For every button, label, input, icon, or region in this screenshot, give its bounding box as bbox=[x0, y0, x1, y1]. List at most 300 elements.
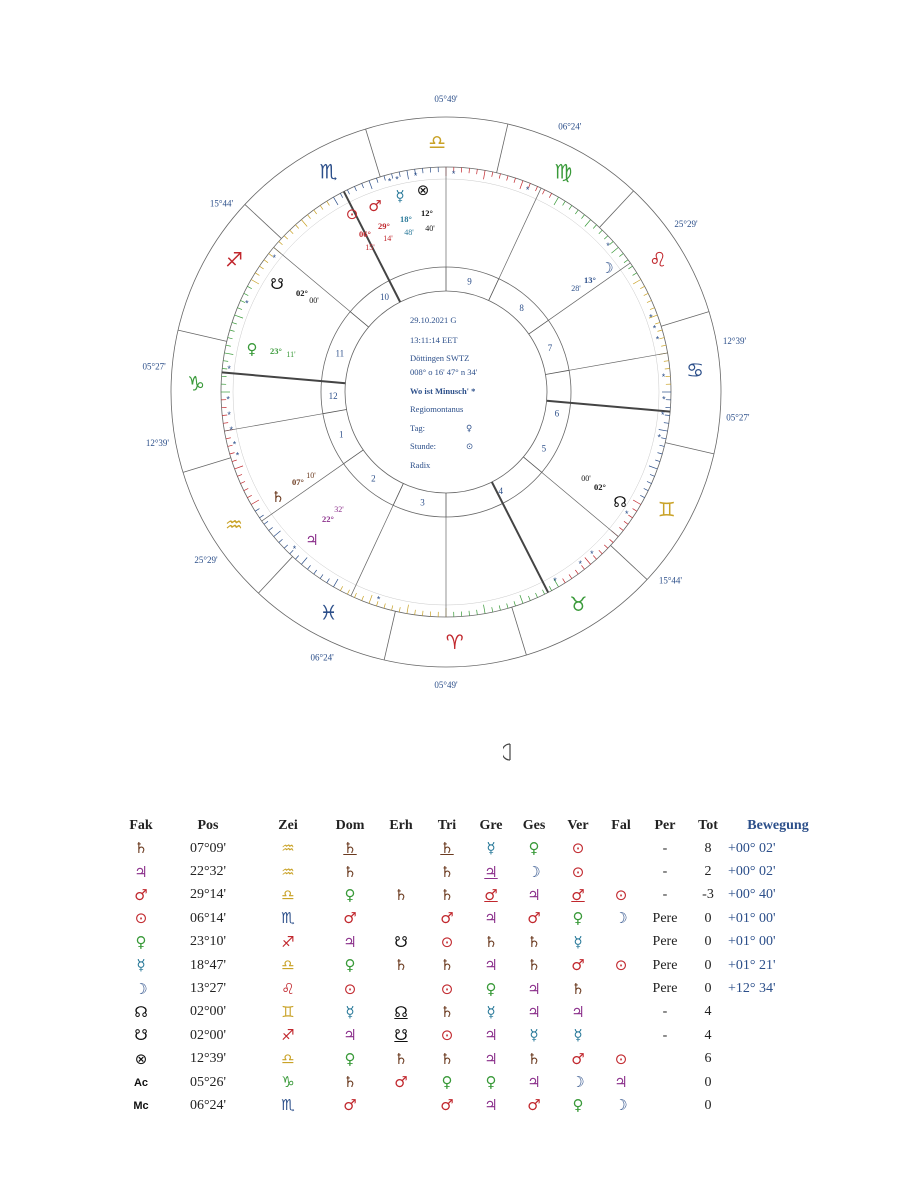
degree-tick bbox=[320, 574, 323, 578]
degree-tick bbox=[251, 500, 259, 505]
table-glyph-icon: ⊙ bbox=[614, 1049, 628, 1068]
degree-tick bbox=[228, 338, 233, 339]
cusp-label: 06°24' bbox=[310, 652, 334, 663]
degree-tick bbox=[362, 596, 364, 601]
table-cell-pos: 29°14' bbox=[189, 887, 227, 903]
table-glyph-icon: ☿ bbox=[573, 1026, 583, 1045]
degree-tick bbox=[633, 273, 637, 276]
degree-tick bbox=[230, 453, 235, 454]
degree-tick bbox=[569, 205, 572, 209]
degree-tick bbox=[535, 186, 537, 191]
degree-tick bbox=[665, 415, 670, 416]
table-cell-bew bbox=[728, 1024, 828, 1047]
degree-tick bbox=[255, 273, 259, 276]
table-glyph-icon: ♌ bbox=[281, 979, 295, 998]
zodiac-sign-icon: ♈ bbox=[445, 629, 464, 654]
degree-tick bbox=[542, 590, 544, 594]
table-cell-ver bbox=[556, 1094, 600, 1117]
table-body bbox=[120, 837, 828, 1118]
table-cell-ver bbox=[556, 907, 600, 930]
chart-place: Döttingen SWTZ bbox=[410, 353, 470, 363]
planet-minute: 15' bbox=[365, 243, 375, 252]
degree-tick bbox=[604, 545, 608, 548]
degree-tick bbox=[633, 509, 637, 512]
table-cell-gre bbox=[470, 1071, 512, 1094]
degree-tick bbox=[422, 611, 423, 616]
table-cell-fal bbox=[600, 1024, 642, 1047]
degree-tick bbox=[659, 430, 668, 432]
column-header: Fal bbox=[611, 818, 631, 833]
table-cell-dom bbox=[322, 931, 378, 954]
aspect-star: * bbox=[652, 323, 657, 334]
column-header: Ver bbox=[567, 818, 589, 833]
degree-tick bbox=[624, 521, 628, 524]
aspect-star: * bbox=[649, 312, 653, 323]
house-cusp-line bbox=[323, 410, 347, 414]
degree-tick bbox=[327, 201, 330, 205]
table-row bbox=[120, 1048, 828, 1071]
table-cell-tot: -3 bbox=[702, 887, 714, 903]
degree-tick bbox=[640, 286, 644, 288]
table-glyph-icon: ☊ bbox=[134, 1002, 148, 1021]
planet-minute: 14' bbox=[383, 234, 393, 243]
table-glyph-icon: ♃ bbox=[527, 1002, 541, 1021]
table-cell-tri bbox=[424, 1024, 470, 1047]
zodiac-sign-icon: ♎ bbox=[428, 130, 447, 155]
table-cell-zei bbox=[254, 977, 322, 1000]
degree-tick bbox=[340, 193, 342, 197]
table-glyph-icon: ♀ bbox=[135, 932, 147, 951]
chart-date: 29.10.2021 G bbox=[410, 315, 457, 325]
sign-divider bbox=[611, 545, 648, 579]
zodiac-sign-icon: ♋ bbox=[686, 358, 705, 383]
planet-degree: 22° bbox=[322, 514, 334, 524]
table-glyph-icon: ♄ bbox=[484, 932, 498, 951]
degree-tick bbox=[624, 260, 628, 263]
table-cell-tri bbox=[424, 954, 470, 977]
degree-tick bbox=[659, 338, 664, 339]
table-glyph-icon: ☽ bbox=[527, 862, 541, 881]
table-cell-pos: 02°00' bbox=[189, 1027, 227, 1043]
table-glyph-icon: ⊙ bbox=[440, 1026, 454, 1045]
table-cell-fak bbox=[120, 1094, 162, 1117]
degree-tick bbox=[223, 361, 228, 362]
table-glyph-icon: ♒ bbox=[281, 839, 295, 858]
degree-tick bbox=[649, 466, 657, 469]
sign-divider bbox=[661, 312, 709, 327]
sign-divider bbox=[497, 124, 508, 173]
degree-tick bbox=[575, 210, 578, 214]
degree-tick bbox=[528, 596, 530, 601]
table-glyph-icon: ♄ bbox=[440, 1049, 454, 1068]
cusp-label: 15°44' bbox=[658, 575, 683, 586]
table-glyph-icon: ♀ bbox=[572, 909, 584, 928]
aspect-star: * bbox=[661, 409, 665, 420]
table-row bbox=[120, 907, 828, 930]
degree-tick bbox=[244, 293, 248, 295]
house-number: 11 bbox=[335, 348, 345, 359]
planet-icon: ♂ bbox=[368, 197, 382, 215]
degree-tick bbox=[492, 607, 493, 612]
zodiac-sign-icon: ♐ bbox=[225, 247, 243, 272]
chart-name: Wo ist Minusch' * bbox=[410, 386, 476, 396]
column-header: Tri bbox=[437, 818, 457, 833]
zodiac-sign-icon: ♉ bbox=[569, 592, 588, 617]
table-cell-fal bbox=[600, 907, 642, 930]
table-glyph-icon: ♄ bbox=[394, 1049, 408, 1068]
planet-degree: 07° bbox=[292, 477, 304, 487]
house-number: 9 bbox=[467, 276, 472, 287]
table-cell-fal bbox=[600, 977, 642, 1000]
table-cell-erh bbox=[378, 977, 424, 1000]
table-glyph-icon: ☽ bbox=[571, 1073, 585, 1092]
table-cell-zei bbox=[254, 931, 322, 954]
table-glyph-icon: ☋ bbox=[134, 1026, 148, 1045]
table-glyph-icon: ☿ bbox=[486, 839, 496, 858]
degree-tick bbox=[499, 174, 500, 179]
table-row bbox=[120, 931, 828, 954]
table-glyph-icon: ☋ bbox=[394, 932, 408, 951]
table-cell-per: - bbox=[662, 1027, 668, 1043]
zodiac-sign-icon: ♑ bbox=[187, 371, 206, 396]
table-cell-zei bbox=[254, 1048, 322, 1071]
degree-tick bbox=[362, 183, 364, 188]
table-cell-tot: 0 bbox=[704, 981, 712, 997]
degree-tick bbox=[647, 300, 652, 302]
table-glyph-icon: ⊙ bbox=[343, 979, 357, 998]
table-glyph-icon: ♃ bbox=[484, 862, 498, 881]
table-cell-tri bbox=[424, 1001, 470, 1024]
zodiac-sign-icon: ♌ bbox=[649, 247, 667, 272]
degree-tick bbox=[633, 500, 641, 505]
degree-tick bbox=[284, 236, 288, 239]
degree-tick bbox=[399, 607, 400, 612]
chart-coords: 008° o 16' 47° n 34' bbox=[410, 367, 478, 377]
table-cell-ges bbox=[512, 860, 556, 883]
degree-tick bbox=[290, 230, 293, 234]
sign-divider bbox=[384, 611, 395, 660]
degree-tick bbox=[226, 345, 231, 346]
degree-tick bbox=[640, 495, 644, 497]
degree-tick bbox=[520, 595, 523, 603]
house-cusp-line bbox=[545, 370, 569, 374]
cusp-label: 25°29' bbox=[674, 218, 698, 229]
table-glyph-icon: ♄ bbox=[394, 956, 408, 975]
degree-tick bbox=[422, 168, 423, 173]
degree-tick bbox=[259, 266, 263, 269]
table-cell-gre bbox=[470, 977, 512, 1000]
table-cell-gre bbox=[470, 931, 512, 954]
planet-minute: 32' bbox=[334, 505, 344, 514]
degree-tick bbox=[376, 178, 378, 183]
table-glyph-icon: ♏ bbox=[281, 909, 295, 928]
house-number: 6 bbox=[554, 408, 560, 419]
table-row bbox=[120, 1071, 828, 1094]
table-cell-dom bbox=[322, 1094, 378, 1117]
degree-tick bbox=[575, 570, 578, 574]
house-cusp-line bbox=[523, 457, 541, 472]
degree-tick bbox=[314, 570, 317, 574]
table-glyph-icon: ♃ bbox=[527, 979, 541, 998]
degree-tick bbox=[347, 590, 349, 594]
table-cell-ges bbox=[512, 907, 556, 930]
degree-tick bbox=[369, 181, 372, 189]
table-cell-tot: 6 bbox=[704, 1051, 712, 1067]
table-cell-ges bbox=[512, 1024, 556, 1047]
table-cell-pos: 23°10' bbox=[189, 934, 227, 950]
table-glyph-icon: ☽ bbox=[614, 1096, 628, 1115]
sign-divider bbox=[665, 443, 714, 454]
table-cell-bew: +01° 21' bbox=[728, 957, 776, 973]
table-glyph-icon: ♃ bbox=[484, 909, 498, 928]
degree-tick bbox=[247, 286, 251, 288]
planet-minute: 00' bbox=[309, 296, 319, 305]
degree-tick bbox=[507, 176, 508, 181]
table-cell-ver bbox=[556, 884, 600, 907]
house-line bbox=[542, 472, 619, 536]
degree-tick bbox=[581, 215, 584, 219]
table-glyph-icon: ♂ bbox=[394, 1073, 408, 1092]
table-cell-per: - bbox=[662, 1004, 668, 1020]
table-cell-ges bbox=[512, 884, 556, 907]
table-cell-bew: +01° 00' bbox=[728, 934, 776, 950]
table-cell-zei bbox=[254, 1094, 322, 1117]
chart-type: Radix bbox=[410, 460, 431, 470]
degree-tick bbox=[269, 527, 273, 530]
table-row bbox=[120, 837, 828, 860]
degree-tick bbox=[549, 193, 551, 197]
table-cell-bew: +12° 34' bbox=[728, 981, 776, 997]
table-glyph-icon: ♃ bbox=[484, 1026, 498, 1045]
degree-tick bbox=[384, 176, 385, 181]
table-cell-erh bbox=[378, 1048, 424, 1071]
table-cell-ges bbox=[512, 954, 556, 977]
degree-tick bbox=[301, 220, 307, 227]
table-glyph-icon: ♂ bbox=[440, 1096, 454, 1115]
degree-tick bbox=[661, 438, 666, 439]
house-number: 3 bbox=[420, 497, 425, 508]
cusp-label: 06°24' bbox=[558, 121, 582, 132]
degree-tick bbox=[665, 368, 670, 369]
table-glyph-icon: ♀ bbox=[572, 1096, 584, 1115]
axis-line bbox=[492, 482, 548, 592]
table-glyph-icon: ♑ bbox=[281, 1073, 295, 1092]
table-cell-ges bbox=[512, 1094, 556, 1117]
zodiac-sign-icon: ♒ bbox=[225, 512, 243, 537]
house-cusp-line bbox=[393, 484, 403, 506]
degree-tick bbox=[255, 509, 259, 512]
column-header: Gre bbox=[479, 818, 503, 833]
degree-tick bbox=[284, 545, 288, 548]
degree-tick bbox=[247, 495, 251, 497]
planet-degree: 06° bbox=[359, 229, 371, 239]
degree-tick bbox=[469, 611, 470, 616]
degree-tick bbox=[264, 260, 268, 263]
table-cell-fal bbox=[600, 1048, 642, 1071]
table-cell-zei bbox=[254, 837, 322, 860]
table-glyph-icon: ♄ bbox=[394, 885, 408, 904]
zodiac-sign-icon: ♊ bbox=[657, 497, 676, 522]
degree-tick bbox=[619, 527, 623, 530]
table-cell-fal bbox=[600, 954, 642, 977]
degree-tick bbox=[609, 241, 613, 244]
house-line bbox=[548, 263, 630, 320]
table-glyph-icon: ♂ bbox=[343, 1096, 357, 1115]
table-cell-ges bbox=[512, 931, 556, 954]
table-cell-ver bbox=[556, 860, 600, 883]
house-cusp-line bbox=[344, 450, 364, 464]
planet-icon: ☽ bbox=[600, 259, 614, 277]
degree-tick bbox=[520, 181, 523, 189]
aspect-star: * bbox=[227, 364, 231, 375]
sign-divider bbox=[183, 458, 231, 473]
table-glyph-icon: ♂ bbox=[343, 909, 357, 928]
degree-tick bbox=[320, 205, 323, 209]
table-cell-ges bbox=[512, 1001, 556, 1024]
planet-degree: 18° bbox=[400, 214, 412, 224]
table-cell-per: - bbox=[662, 864, 668, 880]
table-cell-fal bbox=[600, 1071, 642, 1094]
table-glyph-icon: ☽ bbox=[614, 909, 628, 928]
table-glyph-icon: ♄ bbox=[440, 1002, 454, 1021]
table-cell-tri bbox=[424, 837, 470, 860]
aspect-star: * bbox=[292, 543, 297, 554]
house-number: 12 bbox=[328, 390, 338, 401]
table-glyph-icon: ♂ bbox=[134, 885, 148, 904]
degree-tick bbox=[327, 579, 330, 583]
degree-tick bbox=[259, 515, 263, 518]
table-cell-fal bbox=[600, 884, 642, 907]
aspect-star: * bbox=[624, 508, 629, 519]
table-glyph-icon: ♃ bbox=[484, 956, 498, 975]
degree-tick bbox=[224, 353, 233, 355]
aspect-star: * bbox=[245, 298, 249, 309]
aspect-star: * bbox=[413, 171, 418, 182]
house-line bbox=[224, 414, 322, 431]
table-glyph-icon: ♐ bbox=[281, 1026, 295, 1045]
table-cell-per: - bbox=[662, 840, 668, 856]
degree-tick bbox=[232, 322, 237, 324]
chart-time: 13:11:14 EET bbox=[410, 335, 458, 345]
table-row bbox=[120, 1024, 828, 1047]
degree-tick bbox=[633, 280, 641, 285]
day-label: Tag: bbox=[410, 423, 425, 433]
degree-tick bbox=[235, 466, 243, 469]
table-glyph-icon: ♃ bbox=[343, 1026, 357, 1045]
table-cell-per: Pere bbox=[652, 957, 678, 973]
house-cusp-line bbox=[350, 312, 368, 327]
table-row bbox=[120, 884, 828, 907]
table-cell-fak bbox=[120, 1001, 162, 1024]
table-glyph-icon: ♄ bbox=[440, 956, 454, 975]
planet-minute: 40' bbox=[425, 224, 435, 233]
dignity-table bbox=[120, 815, 828, 1118]
table-cell-ges bbox=[512, 837, 556, 860]
degree-tick bbox=[392, 174, 393, 179]
degree-tick bbox=[477, 169, 478, 174]
table-glyph-icon: ♄ bbox=[343, 839, 357, 858]
table-cell-fak bbox=[120, 1048, 162, 1071]
table-glyph-icon: ♀ bbox=[485, 1073, 497, 1092]
table-glyph-icon: ♃ bbox=[134, 862, 148, 881]
aspect-star: * bbox=[661, 371, 666, 382]
moon-phase-icon bbox=[503, 742, 517, 762]
degree-tick bbox=[279, 241, 283, 244]
table-cell-dom bbox=[322, 860, 378, 883]
degree-tick bbox=[492, 172, 493, 177]
table-cell-tri bbox=[424, 884, 470, 907]
degree-tick bbox=[469, 168, 470, 173]
degree-tick bbox=[563, 579, 566, 583]
table-glyph-icon: ☋ bbox=[394, 1026, 408, 1045]
table-cell-zei bbox=[254, 907, 322, 930]
house-number: 8 bbox=[519, 303, 524, 314]
table-cell-tri bbox=[424, 1094, 470, 1117]
degree-tick bbox=[650, 308, 655, 310]
table-cell-erh bbox=[378, 860, 424, 883]
degree-tick bbox=[334, 197, 339, 205]
table-glyph-icon: ♊ bbox=[281, 1002, 295, 1021]
table-cell-gre bbox=[470, 884, 512, 907]
degree-tick bbox=[549, 586, 551, 590]
table-cell-pos: 18°47' bbox=[189, 957, 227, 973]
table-cell-gre bbox=[470, 837, 512, 860]
table-cell-pos: 12°39' bbox=[189, 1051, 227, 1067]
table-glyph-icon: ♀ bbox=[485, 979, 497, 998]
table-cell-erh bbox=[378, 931, 424, 954]
degree-tick bbox=[279, 539, 283, 542]
aspect-star: * bbox=[662, 394, 666, 405]
table-glyph-icon: ♂ bbox=[571, 1049, 585, 1068]
hour-ruler-icon: ⊙ bbox=[466, 442, 474, 452]
column-header: Dom bbox=[335, 818, 365, 833]
table-glyph-icon: ♄ bbox=[440, 839, 454, 858]
table-row bbox=[120, 1001, 828, 1024]
table-cell-bew: +00° 02' bbox=[728, 864, 776, 880]
table-cell-ver bbox=[556, 837, 600, 860]
table-cell-pos: 06°24' bbox=[189, 1097, 227, 1113]
table-cell-fak bbox=[120, 884, 162, 907]
table-cell-gre bbox=[470, 1024, 512, 1047]
aspect-star: * bbox=[553, 575, 557, 586]
table-cell-per bbox=[642, 1048, 688, 1071]
degree-tick bbox=[301, 557, 307, 564]
planet-minute: 48' bbox=[404, 228, 414, 237]
degree-tick bbox=[644, 488, 648, 490]
table-cell-erh bbox=[378, 1024, 424, 1047]
degree-tick bbox=[226, 438, 231, 439]
table-cell-dom bbox=[322, 1071, 378, 1094]
table-cell-fak bbox=[120, 860, 162, 883]
degree-tick bbox=[264, 521, 268, 524]
table-cell-bew bbox=[728, 1071, 828, 1094]
table-cell-tot: 0 bbox=[704, 1074, 712, 1090]
table-glyph-icon: ☿ bbox=[345, 1002, 355, 1021]
sign-divider bbox=[178, 330, 227, 341]
table-glyph-icon: ☿ bbox=[486, 1002, 496, 1021]
table-glyph-icon: ♂ bbox=[527, 1096, 541, 1115]
degree-tick bbox=[307, 565, 310, 569]
table-row bbox=[120, 860, 828, 883]
table-cell-tot: 0 bbox=[704, 910, 712, 926]
table-glyph-icon: ☊ bbox=[394, 1002, 408, 1021]
aspect-star: * bbox=[272, 252, 276, 263]
table-glyph-icon: ♄ bbox=[527, 1049, 541, 1068]
table-glyph-icon: ♐ bbox=[281, 932, 295, 951]
table-cell-tot: 0 bbox=[704, 957, 712, 973]
degree-tick bbox=[484, 170, 486, 179]
table-cell-bew: +00° 02' bbox=[728, 840, 776, 856]
